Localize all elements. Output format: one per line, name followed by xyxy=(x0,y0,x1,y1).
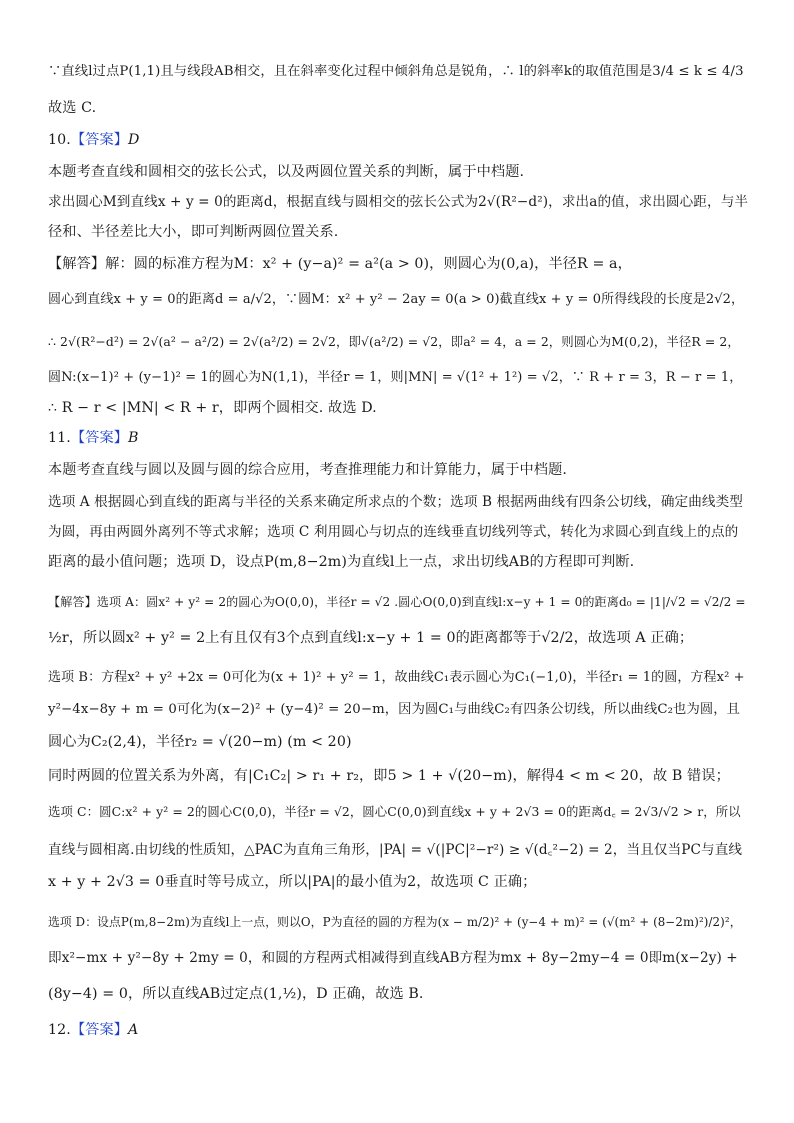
text-line: 求出圆心M到直线x + y = 0的距离d，根据直线与圆相交的弦长公式为2√(R²−d²)，求出a的值，求出圆心距，与半 xyxy=(48,194,749,210)
text-line: 直线与圆相离.由切线的性质知，△PAC为直角三角形，|PA| = √(|PC|²−r²) ≥ √(d꜀²−2) = 2，当且仅当PC与直线 xyxy=(48,842,743,858)
text-line: 选项 D：设点P(m,8−2m)为直线l上一点，则以O，P为直径的圆的方程为(x − m/2)² + (y−4 + m)² = (√(m² + (8−2m)²)/2)²， xyxy=(48,915,742,929)
answer-heading xyxy=(48,1020,748,1040)
answer-tag: 【答案】 xyxy=(70,132,129,148)
text-line: ∵直线l过点P(1,1)且与线段AB相交，且在斜率变化过程中倾斜角总是锐角，∴ l的斜率k的取值范围是3/4 ≤ k ≤ 4/3 xyxy=(48,64,744,79)
text-line: 选项 A 根据圆心到直线的距离与半径的关系来确定所求点的个数；选项 B 根据两曲线有四条公切线，确定曲线类型 xyxy=(48,494,743,510)
text-line: 【解答】解：圆的标准方程为M：x² + (y−a)² = a²(a > 0)，则圆心为(0,a)，半径R = a， xyxy=(48,256,632,272)
text-line: 本题考查直线和圆相交的弦长公式，以及两圆位置关系的判断，属于中档题. xyxy=(48,164,525,180)
answer-value: B xyxy=(128,430,139,446)
text-line: 为圆，再由两圆外离列不等式求解；选项 C 利用圆心与切点的连线垂直切线列等式，转化为求圆心到直线上的点的 xyxy=(48,524,739,540)
text-line: 【解答】选项 A：圆x² + y² = 2的圆心为O(0,0)，半径r = √2 .圆心O(0,0)到直线l:x−y + 1 = 0的距离d₀ = |1|/√2 = √2/2 = xyxy=(48,595,746,609)
question-number: 12. xyxy=(48,1022,71,1038)
text-line: x + y + 2√3 = 0垂直时等号成立，所以|PA|的最小值为2，故选项 C 正确； xyxy=(48,874,537,890)
text-line: ∴ 2√(R²−d²) = 2√(a² − a²/2) = 2√(a²/2) = 2√2，即√(a²/2) = √2，即a² = 4，a = 2，则圆心为M(0,2)，半径R = 2， xyxy=(48,334,740,349)
text-line: 径和、半径差比大小，即可判断两圆位置关系. xyxy=(48,224,339,240)
text-line: 圆心到直线x + y = 0的距离d = a/√2，∵圆M：x² + y² − 2ay = 0(a > 0)截直线x + y = 0所得线段的长度是2√2， xyxy=(48,292,745,307)
text-line: 本题考查直线与圆以及圆与圆的综合应用，考查推理能力和计算能力，属于中档题. xyxy=(48,462,567,478)
answer-tag: 【答案】 xyxy=(70,430,129,446)
text-line: ½r，所以圆x² + y² = 2上有且仅有3个点到直线l:x−y + 1 = 0的距离都等于√2/2，故选项 A 正确； xyxy=(48,630,694,646)
text-line: 距离的最小值问题；选项 D，设点P(m,8−2m)为直线l上一点，求出切线AB的方程即可判断. xyxy=(48,554,635,570)
text-line: 故选 C. xyxy=(48,100,97,116)
question-number: 10. xyxy=(48,132,71,148)
text-line: (8y−4) = 0，所以直线AB过定点(1,½)，D 正确，故选 B. xyxy=(48,986,424,1002)
answer-heading xyxy=(48,428,748,448)
text-line: ∴ R − r < |MN| < R + r，即两个圆相交. 故选 D. xyxy=(48,400,377,416)
text-line: 选项 C：圆C:x² + y² = 2的圆心C(0,0)，半径r = √2，圆心C(0,0)到直线x + y + 2√3 = 0的距离d꜀ = 2√3/√2 > r，所以 xyxy=(48,804,741,819)
question-number: 11. xyxy=(48,430,71,446)
text-line: 即x²−mx + y²−8y + 2my = 0，和圆的方程两式相减得到直线AB方程为mx + 8y−2my−4 = 0即m(x−2y) + xyxy=(48,950,738,966)
answer-value: D xyxy=(128,132,140,148)
answer-value: A xyxy=(128,1022,139,1038)
text-line: y²−4x−8y + m = 0可化为(x−2)² + (y−4)² = 20−m，因为圆C₁与曲线C₂有四条公切线，所以曲线C₂也为圆，且 xyxy=(48,702,741,717)
text-line: 选项 B：方程x² + y² +2x = 0可化为(x + 1)² + y² = 1，故曲线C₁表示圆心为C₁(−1,0)，半径r₁ = 1的圆，方程x² + xyxy=(48,670,745,685)
answer-tag: 【答案】 xyxy=(70,1022,129,1038)
text-line: 同时两圆的位置关系为外离，有|C₁C₂| > r₁ + r₂，即5 > 1 + √(20−m)，解得4 < m < 20，故 B 错误； xyxy=(48,768,730,784)
text-line: 圆心为C₂(2,4)，半径r₂ = √(20−m) (m < 20) xyxy=(48,734,352,750)
text-line: 圆N:(x−1)² + (y−1)² = 1的圆心为N(1,1)，半径r = 1，则|MN| = √(1² + 1²) = √2，∵ R + r = 3，R − r = 1， xyxy=(48,370,743,385)
answer-heading xyxy=(48,130,748,150)
